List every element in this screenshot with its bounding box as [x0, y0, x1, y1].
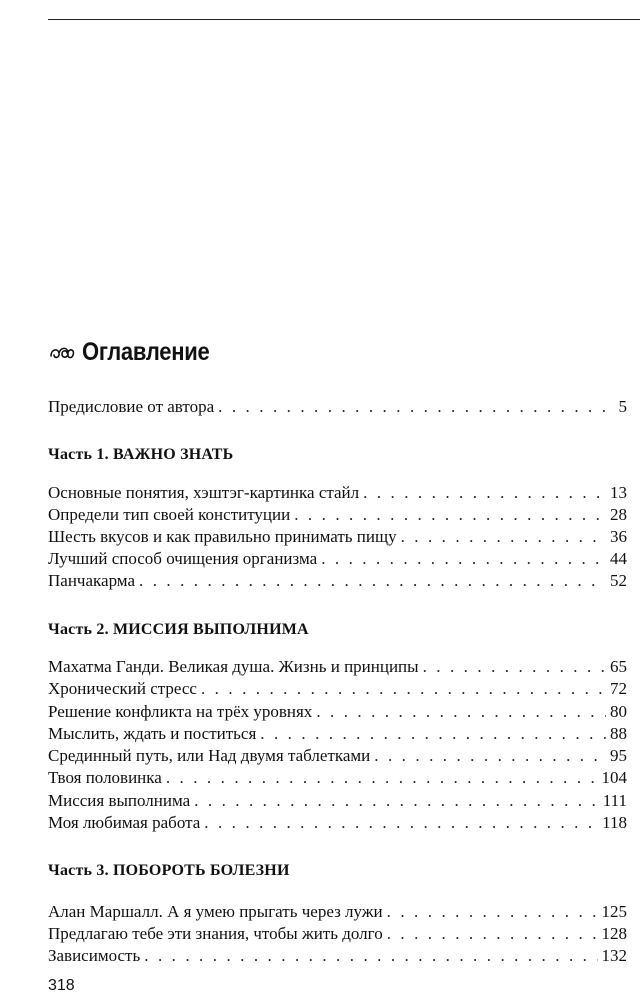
toc-entry-page: 13: [610, 483, 627, 502]
toc-entry-title: Миссия выполнима: [48, 791, 191, 810]
toc-entry-title: Хронический стресс: [48, 679, 197, 698]
toc-entry[interactable]: [48, 570, 627, 592]
dot-leader: [166, 767, 598, 789]
toc-entry-page: 95: [610, 746, 627, 765]
toc-entry-page: 111: [602, 791, 627, 810]
toc-entry-title: Лучший способ очищения организма: [48, 549, 318, 568]
toc-entry-title: Твоя половинка: [48, 768, 162, 787]
dot-leader: [139, 570, 606, 592]
dot-leader: [218, 396, 614, 418]
toc-entry-title: Предлагаю тебе эти знания, чтобы жить долго: [48, 924, 383, 943]
toc-entry[interactable]: [48, 548, 627, 570]
scroll-ornament-icon: [48, 343, 76, 363]
toc-entry[interactable]: [48, 504, 627, 526]
dot-leader: [201, 678, 606, 700]
toc-entry[interactable]: [48, 701, 627, 723]
toc-entry-page: 132: [601, 946, 627, 965]
toc-entry-page: 118: [602, 813, 627, 832]
toc-entry[interactable]: [48, 901, 627, 923]
toc-entry-title: Панчакарма: [48, 571, 135, 590]
toc-entry-page: 5: [618, 397, 627, 416]
toc-entry[interactable]: [48, 745, 627, 767]
toc-entry-page: 88: [610, 724, 627, 743]
toc-entry-title: Мыслить, ждать и поститься: [48, 724, 257, 743]
dot-leader: [194, 790, 599, 812]
toc-entry-page: 128: [601, 924, 627, 943]
dot-leader: [144, 945, 597, 967]
toc-entry[interactable]: [48, 526, 627, 548]
toc-entry-preface[interactable]: [48, 396, 627, 418]
top-rule: [48, 19, 640, 20]
toc-entry-title: Предисловие от автора: [48, 397, 215, 416]
dot-leader: [387, 901, 598, 923]
toc-entry-title: Махатма Ганди. Великая душа. Жизнь и принципы: [48, 657, 419, 676]
dot-leader: [260, 723, 606, 745]
toc-entry[interactable]: [48, 723, 627, 745]
toc-entry-page: 80: [610, 702, 627, 721]
toc-entry-title: Шесть вкусов и как правильно принимать пищу: [48, 527, 397, 546]
toc-entry[interactable]: [48, 923, 627, 945]
dot-leader: [363, 482, 606, 504]
dot-leader: [374, 745, 606, 767]
page-number: 318: [48, 977, 75, 994]
dot-leader: [423, 656, 606, 678]
toc-entry-page: 125: [601, 902, 627, 921]
dot-leader: [387, 923, 598, 945]
dot-leader: [294, 504, 606, 526]
toc-entry[interactable]: [48, 945, 627, 967]
dot-leader: [204, 812, 598, 834]
toc-entry-title: Определи тип своей конституции: [48, 505, 291, 524]
toc-entry-title: Основные понятия, хэштэг-картинка стайл: [48, 483, 360, 502]
toc-entry-page: 65: [610, 657, 627, 676]
toc-entry-title: Алан Маршалл. А я умею прыгать через лужи: [48, 902, 383, 921]
toc-heading: [48, 338, 227, 367]
toc-entry-title: Решение конфликта на трёх уровнях: [48, 702, 313, 721]
toc-entry-title: Срединный путь, или Над двумя таблетками: [48, 746, 371, 765]
toc-entry[interactable]: [48, 812, 627, 834]
toc-entry-page: 36: [610, 527, 627, 546]
part-1-title: Часть 1. ВАЖНО ЗНАТЬ: [48, 446, 234, 463]
toc-entry-title: Зависимость: [48, 946, 141, 965]
part-2-title: Часть 2. МИССИЯ ВЫПОЛНИМА: [48, 621, 309, 638]
toc-title: Оглавление: [82, 338, 210, 366]
toc-entry-page: 72: [610, 679, 627, 698]
toc-entry-page: 44: [610, 549, 627, 568]
toc-entry-page: 52: [610, 571, 627, 590]
toc-entry[interactable]: [48, 656, 627, 678]
dot-leader: [316, 701, 606, 723]
toc-entry[interactable]: [48, 678, 627, 700]
toc-entry-title: Моя любимая работа: [48, 813, 201, 832]
dot-leader: [401, 526, 606, 548]
toc-entry-page: 104: [601, 768, 627, 787]
toc-entry-page: 28: [610, 505, 627, 524]
part-3-title: Часть 3. ПОБОРОТЬ БОЛЕЗНИ: [48, 862, 290, 879]
toc-entry[interactable]: [48, 767, 627, 789]
dot-leader: [321, 548, 606, 570]
toc-entry[interactable]: [48, 790, 627, 812]
toc-entry[interactable]: [48, 482, 627, 504]
